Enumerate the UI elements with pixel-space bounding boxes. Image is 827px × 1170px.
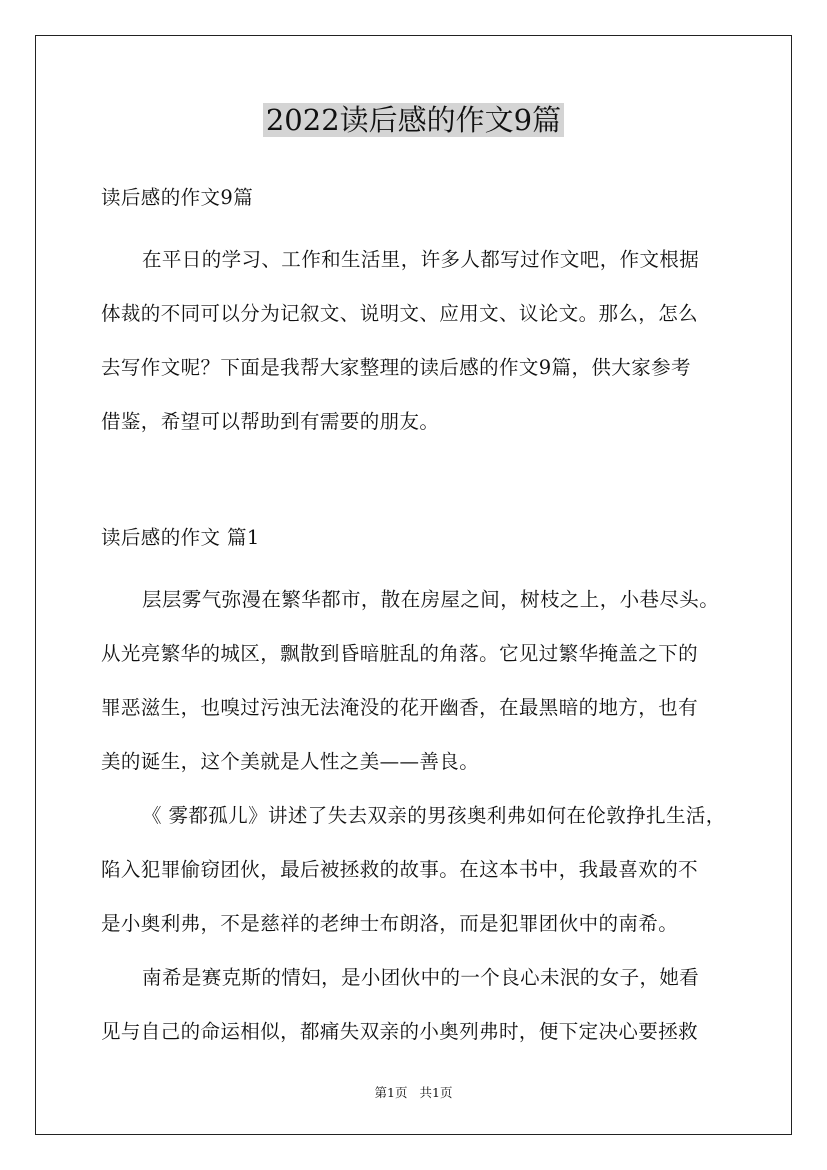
document-body [101,171,741,1059]
paragraph-2 [101,789,741,951]
intro-line: 借鉴，希望可以帮助到有需要的朋友。 [101,410,440,433]
paragraph-line: 层层雾气弥漫在繁华都市，散在房屋之间，树枝之上，小巷尽头。 [142,588,720,611]
paragraph-line: 《 雾都孤儿》讲述了失去双亲的男孩奥利弗如何在伦敦挣扎生活， [142,804,726,827]
intro-line: 体裁的不同可以分为记叙文、说明文、应用文、议论文。那么，怎么 [101,302,699,325]
paragraph-line: 是小奥利弗，不是慈祥的老绅士布朗洛，而是犯罪团伙中的南希。 [101,912,679,935]
paragraph-line: 南希是赛克斯的情妇，是小团伙中的一个良心未泯的女子，她看 [142,966,700,989]
paragraph-line: 罪恶滋生，也嗅过污浊无法淹没的花开幽香，在最黑暗的地方，也有 [101,696,699,719]
intro-paragraph [101,233,741,449]
document-title [0,98,827,142]
section-heading: 读后感的作文 篇1 [101,526,260,549]
document-subtitle: 读后感的作文9篇 [101,186,254,209]
document-title-text: 2022读后感的作文9篇 [263,103,564,137]
page-number: 第1页 [374,1085,408,1100]
paragraph-3 [101,951,741,1059]
paragraph-1 [101,573,741,789]
paragraph-line: 从光亮繁华的城区，飘散到昏暗脏乱的角落。它见过繁华掩盖之下的 [101,642,699,665]
page-total: 共1页 [419,1085,453,1100]
intro-line: 去写作文呢？下面是我帮大家整理的读后感的作文9篇，供大家参考 [101,356,691,379]
paragraph-line: 见与自己的命运相似，都痛失双亲的小奥列弗时，便下定决心要拯救 [101,1020,699,1043]
intro-line: 在平日的学习、工作和生活里，许多人都写过作文吧，作文根据 [142,248,700,271]
paragraph-line: 陷入犯罪偷窃团伙，最后被拯救的故事。在这本书中，我最喜欢的不 [101,858,699,881]
paragraph-line: 美的诞生，这个美就是人性之美——善良。 [101,750,480,773]
page-footer [0,1083,827,1101]
